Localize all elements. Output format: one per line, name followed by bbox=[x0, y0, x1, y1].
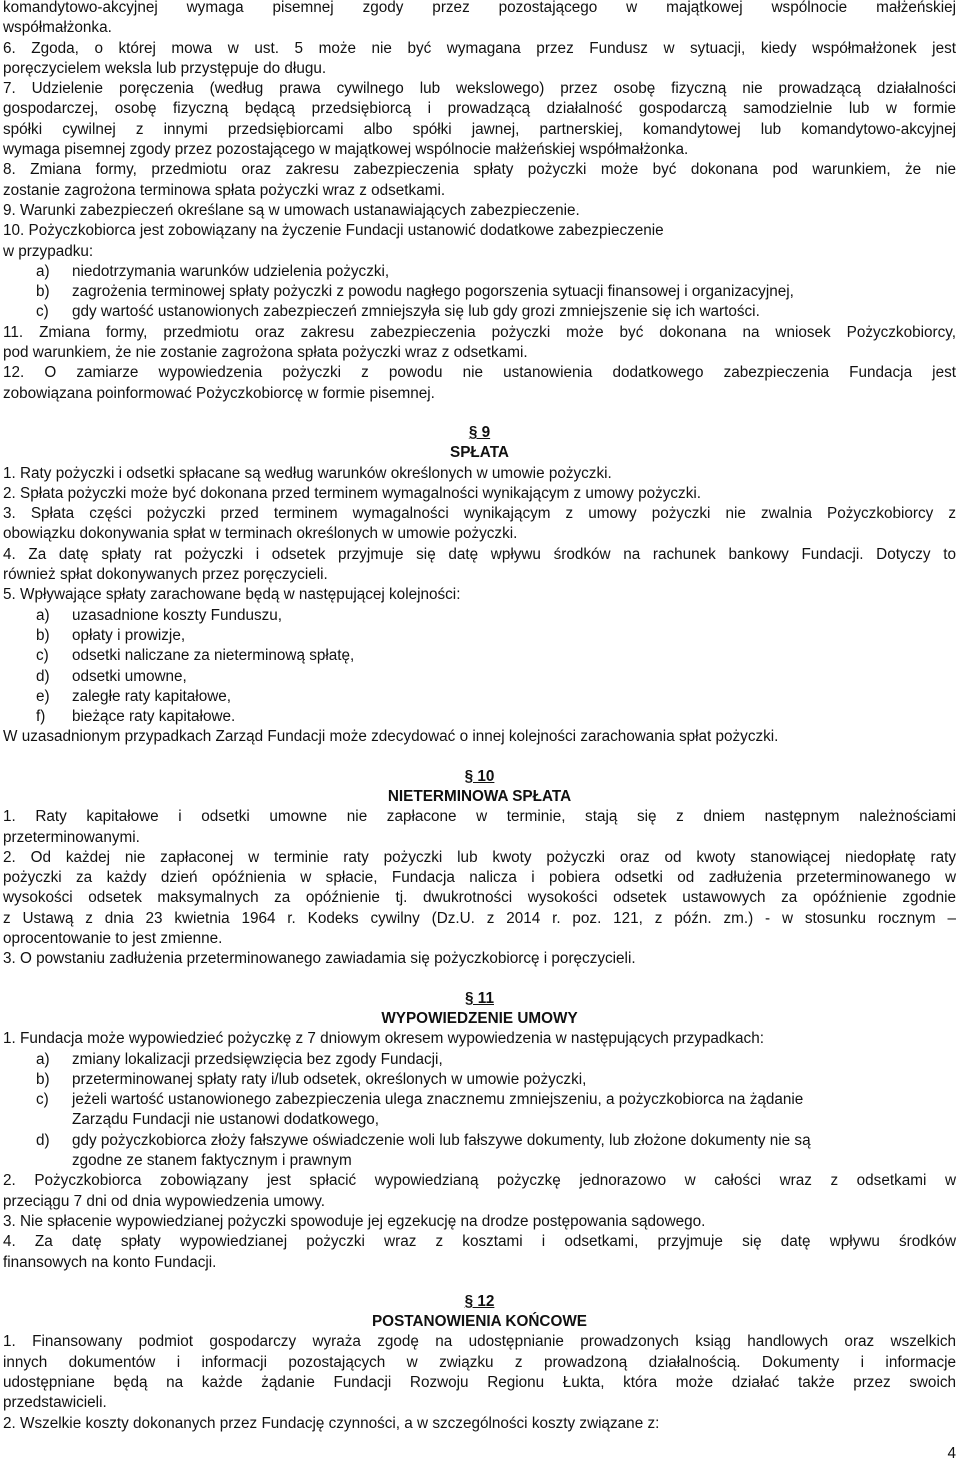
paragraph-line: innych dokumentów i informacji pozostających w związku z prowadzoną działalnością. Dokumenty i informacje bbox=[3, 1353, 956, 1371]
paragraph-line: 4. Za datę spłaty wypowiedzianej pożyczki wraz z kosztami i odsetkami, przyjmuje się datę wpływu środków bbox=[3, 1233, 956, 1251]
list-item: a) niedotrzymania warunków udzielenia pożyczki, bbox=[36, 262, 390, 280]
paragraph-line: 5. Wpływające spłaty zarachowane będą w następującej kolejności: bbox=[3, 586, 461, 604]
paragraph-line: pod warunkiem, że nie zostanie zagrożona spłata pożyczki wraz z odsetkami. bbox=[3, 344, 528, 362]
paragraph-line: 4. Za datę spłaty rat pożyczki i odsetek przyjmuje się datę wpływu środków na rachunek bankowy Fundacji. Dotyczy to bbox=[3, 545, 956, 563]
paragraph-line: 3. Spłata części pożyczki przed terminem wymagalności wynikającym z umowy pożyczki nie zwalnia Pożyczkobiorcy z bbox=[3, 505, 956, 523]
section-number: § 12 bbox=[464, 1292, 495, 1310]
paragraph-line: spółki cywilnej z innymi przedsiębiorcami albo spółki jawnej, partnerskiej, komandytowej lub komandytowo-akcyjnej bbox=[3, 120, 956, 138]
paragraph-line: 2. Pożyczkobiorca zobowiązany jest spłacić wypowiedzianą pożyczkę jednorazowo w całości wraz z odsetkami w bbox=[3, 1172, 956, 1190]
paragraph-7: 7. Udzielenie poręczenia (według prawa cywilnego lub wekslowego) przez osobę fizyczną nie prowadzącą działalności bbox=[3, 80, 956, 98]
paragraph-8: 8. Zmiana formy, przedmiotu oraz zakresu zabezpieczenia spłaty pożyczki może być dokonana pod warunkiem, że nie bbox=[3, 161, 956, 179]
page-number: 4 bbox=[947, 1445, 956, 1462]
list-item: d) gdy pożyczkobiorca złoży fałszywe oświadczenie woli lub fałszywe dokumenty, lub złożone dokumenty nie są zgodne ze stanem faktycznym i prawnym bbox=[36, 1131, 811, 1170]
section-title: NIETERMINOWA SPŁATA bbox=[387, 787, 572, 805]
paragraph-6: 6. Zgoda, o której mowa w ust. 5 może nie być wymagana przez Fundusz w sytuacji, kiedy współmałżonek jest bbox=[3, 39, 956, 57]
list-item: d) odsetki umowne, bbox=[36, 667, 187, 685]
list-item: e) zaległe raty kapitałowe, bbox=[36, 687, 232, 705]
paragraph-line: obowiązku dokonywania spłat w terminach określonych w umowie pożyczki. bbox=[3, 525, 518, 543]
list-item: f) bieżące raty kapitałowe. bbox=[36, 708, 236, 726]
paragraph-line: poręczycielem weksla lub przystępuje do długu. bbox=[3, 59, 327, 77]
section-title: WYPOWIEDZENIE UMOWY bbox=[381, 1009, 578, 1027]
section-title: SPŁATA bbox=[450, 444, 509, 462]
list-item: a) uzasadnione koszty Funduszu, bbox=[36, 606, 283, 624]
paragraph-line: wymaga pisemnej zgody przez pozostającego w majątkowej wspólnocie małżeńskiej współmałżonka. bbox=[3, 141, 689, 159]
paragraph-line: 1. Raty kapitałowe i odsetki umowne nie zapłacone w terminie, stają się z dniem następnym należnościami bbox=[3, 808, 956, 826]
paragraph-line: 2. Wszelkie koszty dokonanych przez Fundację czynności, a w szczególności koszty związane z: bbox=[3, 1414, 660, 1432]
paragraph-line: 1. Fundacja może wypowiedzieć pożyczkę z 7 dniowym okresem wypowiedzenia w następujących przypadkach: bbox=[3, 1030, 764, 1048]
list-item: c) odsetki naliczane za nieterminową spłatę, bbox=[36, 647, 355, 665]
paragraph-line: udostępniane będą na każde żądanie Fundacji Rozwoju Regionu Łukta, która może działać także przez swoich bbox=[3, 1374, 956, 1391]
paragraph-12: 12. O zamiarze wypowiedzenia pożyczki z powodu nie ustanowienia dodatkowego zabezpieczenia Fundacja jest bbox=[3, 364, 956, 382]
paragraph-line: przeciągu 7 dni od dnia wypowiedzenia umowy. bbox=[3, 1192, 325, 1210]
paragraph-line: współmałżonka. bbox=[3, 19, 112, 37]
paragraph-line: wysokości odsetek maksymalnych za opóźnienie tj. dwukrotności wysokości odsetek ustawowych za opóźnienie zgodnie bbox=[3, 889, 956, 907]
paragraph-line: 2. Spłata pożyczki może być dokonana przed terminem wymagalności wynikającym z umowy pożyczki. bbox=[3, 484, 701, 502]
paragraph-line: zostanie zagrożona terminowa spłata pożyczki wraz z odsetkami. bbox=[3, 181, 446, 199]
document-page bbox=[3, 0, 956, 1434]
list-item: a) zmiany lokalizacji przedsięwzięcia bez zgody Fundacji, bbox=[36, 1050, 443, 1068]
section-title: POSTANOWIENIA KOŃCOWE bbox=[371, 1313, 587, 1331]
paragraph-10: 10. Pożyczkobiorca jest zobowiązany na życzenie Fundacji ustanowić dodatkowe zabezpieczenie bbox=[3, 222, 664, 240]
paragraph-line: 2. Od każdej nie zapłaconej w terminie raty pożyczki lub kwoty pożyczki oraz od kwoty stanowiącej niedopłatę raty bbox=[3, 848, 956, 866]
list-item: b) opłaty i prowizje, bbox=[36, 626, 186, 644]
paragraph-line: przedstawicieli. bbox=[3, 1394, 107, 1412]
paragraph-line: oprocentowanie to jest zmienne. bbox=[3, 930, 223, 948]
paragraph-line: W uzasadnionym przypadkach Zarząd Fundacji może zdecydować o innej kolejności zarachowania spłat pożyczki. bbox=[3, 728, 779, 746]
paragraph-line: w przypadku: bbox=[3, 242, 94, 260]
section-number: § 10 bbox=[464, 767, 495, 785]
list-item: b) zagrożenia terminowej spłaty pożyczki z powodu nagłego pogorszenia sytuacji finansowej i organizacyjnej, bbox=[36, 283, 794, 301]
list-item: c) gdy wartość ustanowionych zabezpieczeń zmniejszyła się lub gdy grozi zmniejszenie się ich wartości. bbox=[36, 303, 760, 321]
section-number: § 11 bbox=[465, 989, 494, 1007]
list-item: c) jeżeli wartość ustanowionego zabezpieczenia ulega znacznemu zmniejszeniu, a pożyczkobiorca na żądanie Zarządu Fundacji nie ustanowi dodatkowego, bbox=[36, 1091, 804, 1129]
paragraph-11: 11. Zmiana formy, przedmiotu oraz zakresu zabezpieczenia pożyczki może być dokonana na wniosek Pożyczkobiorcy, bbox=[3, 323, 956, 341]
paragraph-line: 1. Raty pożyczki i odsetki spłacane są według warunków określonych w umowie pożyczki. bbox=[3, 464, 612, 482]
paragraph-line: przeterminowanymi. bbox=[3, 828, 140, 846]
paragraph-line: gospodarczej, osobę fizyczną będącą przedsiębiorcą i prowadzącą działalność gospodarczą samodzielnie lub w formie bbox=[3, 100, 956, 118]
paragraph-line: 3. O powstaniu zadłużenia przeterminowanego zawiadamia się pożyczkobiorcę i poręczycieli. bbox=[3, 950, 636, 968]
paragraph-line: pożyczki za każdy dzień opóźnienia w spłacie, Fundacja nalicza i pobiera odsetki od zadłużenia przeterminowanego w bbox=[3, 869, 956, 887]
paragraph-line: z Ustawą z dnia 23 kwietnia 1964 r. Kodeks cywilny (Dz.U. z 2014 r. poz. 121, z późn. zm.) - w stosunku rocznym – bbox=[3, 909, 956, 927]
paragraph-line: również spłat dokonywanych przez poręczycieli. bbox=[3, 566, 328, 584]
section-number: § 9 bbox=[468, 423, 491, 441]
paragraph-line: komandytowo-akcyjnej wymaga pisemnej zgody przez pozostającego w majątkowej wspólnocie małżeńskiej bbox=[3, 0, 956, 16]
paragraph-line: 1. Finansowany podmiot gospodarczy wyraża zgodę na udostępnianie prowadzonych ksiąg handlowych oraz wszelkich bbox=[3, 1333, 956, 1351]
paragraph-9: 9. Warunki zabezpieczeń określane są w umowach ustanawiających zabezpieczenie. bbox=[3, 201, 580, 219]
list-item: b) przeterminowanej spłaty raty i/lub odsetek, określonych w umowie pożyczki, bbox=[36, 1070, 587, 1088]
paragraph-line: 3. Nie spłacenie wypowiedzianej pożyczki spowoduje jej egzekucję na drodze postępowania sądowego. bbox=[3, 1212, 706, 1230]
paragraph-line: finansowych na konto Fundacji. bbox=[3, 1253, 217, 1271]
paragraph-line: zobowiązana poinformować Pożyczkobiorcę w formie pisemnej. bbox=[3, 384, 435, 402]
